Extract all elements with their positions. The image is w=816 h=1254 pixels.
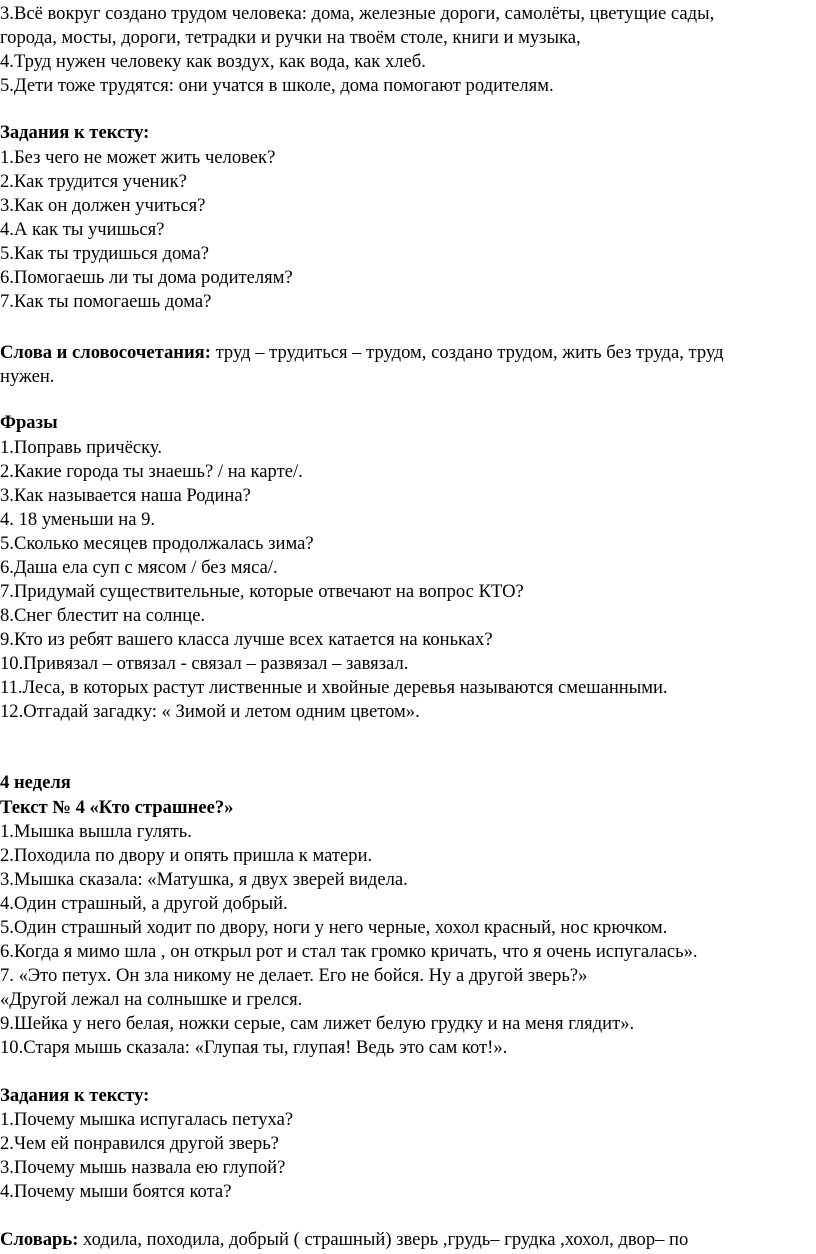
phrase-item: 6.Даша ела суп с мясом / без мяса/. — [0, 557, 278, 578]
phrase-item: 5.Сколько месяцев продолжалась зима? — [0, 533, 314, 554]
text-line: 5.Один страшный ходит по двору, ноги у него черные, хохол красный, нос крючком. — [0, 917, 668, 938]
task-item: 4.А как ты учишься? — [0, 219, 165, 240]
phrases-heading: Фразы — [0, 412, 58, 433]
task-item: 6.Помогаешь ли ты дома родителям? — [0, 267, 293, 288]
tasks-heading: Задания к тексту: — [0, 122, 150, 143]
task-item: 1.Без чего не может жить человек? — [0, 147, 276, 168]
text-line: 9.Шейка у него белая, ножки серые, сам лижет белую грудку и на меня глядит». — [0, 1013, 635, 1034]
task-item: 1.Почему мышка испугалась петуха? — [0, 1109, 294, 1130]
phrase-item: 8.Снег блестит на солнце. — [0, 605, 206, 626]
words-text: труд – трудиться – трудом, создано трудом, жить без труда, труд — [210, 342, 724, 363]
text-line: 10.Старя мышь сказала: «Глупая ты, глупая! Ведь это сам кот!». — [0, 1037, 508, 1058]
words-line — [0, 341, 724, 365]
dictionary-text: ходила, походила, добрый ( страшный) зверь ,грудь– грудка ,хохол, двор– по — [78, 1229, 689, 1250]
dictionary-label: Словарь: — [0, 1229, 79, 1250]
phrase-item: 11.Леса, в которых растут лиственные и хвойные деревья называются смешанными. — [0, 677, 668, 698]
task-item: 2.Чем ей понравился другой зверь? — [0, 1133, 279, 1154]
phrase-item: 4. 18 уменьши на 9. — [0, 509, 156, 530]
phrase-item: 7.Придумай существительные, которые отвечают на вопрос КТО? — [0, 581, 524, 602]
phrase-item: 2.Какие города ты знаешь? / на карте/. — [0, 461, 303, 482]
dictionary-line — [0, 1228, 688, 1252]
intro-line-3a: 3.Всё вокруг создано трудом человека: дома, железные дороги, самолёты, цветущие сады, — [0, 3, 715, 24]
text-line: 1.Мышка вышла гулять. — [0, 821, 192, 842]
words-label: Слова и словосочетания: — [0, 342, 211, 363]
phrase-item: 1.Поправь причёску. — [0, 437, 162, 458]
words-line-2: нужен. — [0, 366, 55, 387]
tasks-heading-2: Задания к тексту: — [0, 1085, 150, 1106]
intro-line-5: 5.Дети тоже трудятся: они учатся в школе, дома помогают родителям. — [0, 75, 554, 96]
text-line: 2.Походила по двору и опять пришла к матери. — [0, 845, 373, 866]
text-line: 4.Один страшный, а другой добрый. — [0, 893, 288, 914]
task-item: 4.Почему мыши боятся кота? — [0, 1181, 232, 1202]
phrase-item: 9.Кто из ребят вашего класса лучше всех катается на коньках? — [0, 629, 493, 650]
task-item: 3.Почему мышь назвала ею глупой? — [0, 1157, 286, 1178]
task-item: 3.Как он должен учиться? — [0, 195, 206, 216]
task-item: 7.Как ты помогаешь дома? — [0, 291, 212, 312]
task-item: 2.Как трудится ученик? — [0, 171, 187, 192]
text-title: Текст № 4 «Кто страшнее?» — [0, 797, 234, 818]
text-line: «Другой лежал на солнышке и грелся. — [0, 989, 303, 1010]
week-heading: 4 неделя — [0, 772, 71, 793]
task-item: 5.Как ты трудишься дома? — [0, 243, 210, 264]
intro-line-3b: города, мосты, дороги, тетрадки и ручки на твоём столе, книги и музыка, — [0, 27, 581, 48]
text-line: 6.Когда я мимо шла , он открыл рот и стал так громко кричать, что я очень испугалась». — [0, 941, 698, 962]
phrase-item: 12.Отгадай загадку: « Зимой и летом одним цветом». — [0, 701, 420, 722]
text-line: 7. «Это петух. Он зла никому не делает. Его не бойся. Ну а другой зверь?» — [0, 965, 588, 986]
phrase-item: 3.Как называется наша Родина? — [0, 485, 251, 506]
phrase-item: 10.Привязал – отвязал - связал – развязал – завязал. — [0, 653, 409, 674]
intro-line-4: 4.Труд нужен человеку как воздух, как вода, как хлеб. — [0, 51, 426, 72]
text-line: 3.Мышка сказала: «Матушка, я двух зверей видела. — [0, 869, 408, 890]
